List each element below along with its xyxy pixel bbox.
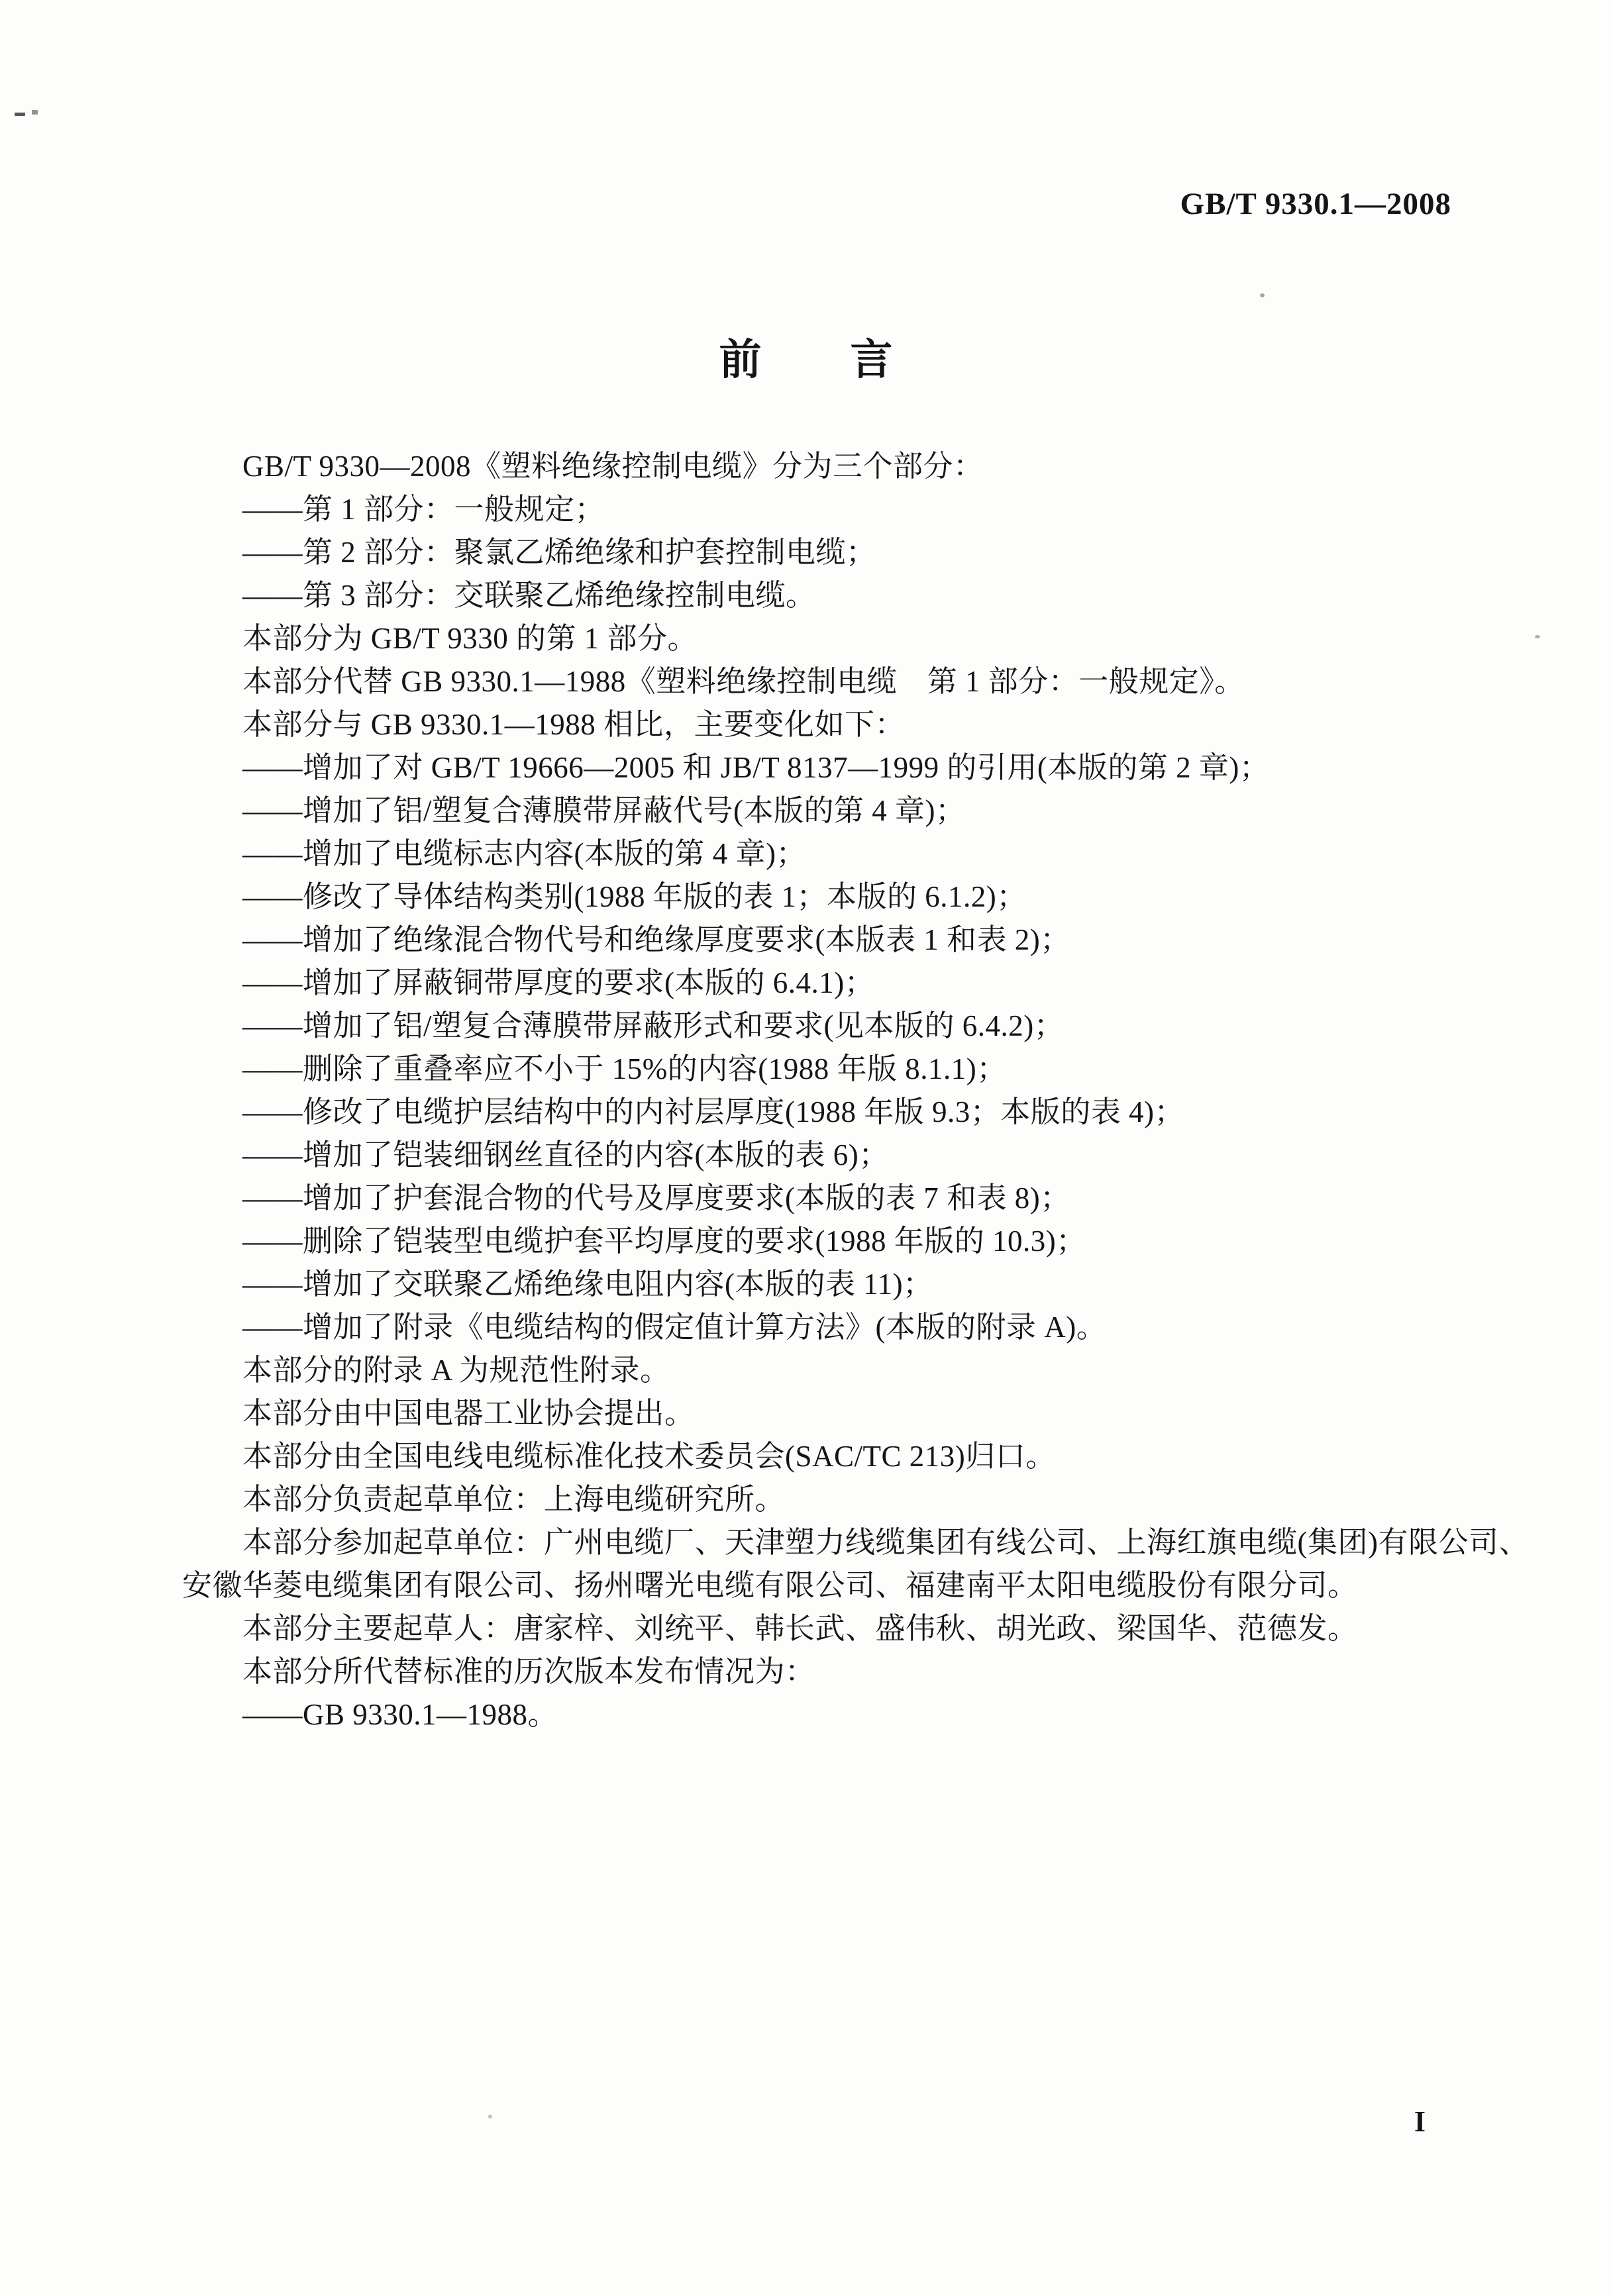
body-line: ——GB 9330.1—1988。: [242, 1698, 558, 1731]
body-text: [182, 445, 1529, 1736]
scan-speck: [1260, 293, 1265, 297]
body-line: ——增加了屏蔽铜带厚度的要求(本版的 6.4.1)；: [242, 966, 875, 999]
body-line: 本部分的附录 A 为规范性附录。: [242, 1354, 670, 1387]
body-line: 本部分为 GB/T 9330 的第 1 部分。: [242, 622, 698, 655]
body-line: 本部分与 GB 9330.1—1988 相比，主要变化如下：: [242, 708, 906, 741]
body-line: 本部分由全国电线电缆标准化技术委员会(SAC/TC 213)归口。: [242, 1440, 1056, 1473]
standard-number: GB/T 9330.1—2008: [1180, 187, 1451, 221]
body-line: ——第 1 部分：一般规定；: [242, 493, 605, 526]
body-line: 本部分主要起草人：唐家梓、刘统平、韩长武、盛伟秋、胡光政、梁国华、范德发。: [242, 1612, 1358, 1645]
body-line: ——删除了铠装型电缆护套平均厚度的要求(1988 年版的 10.3)；: [242, 1224, 1086, 1258]
scan-speck: [32, 110, 38, 115]
body-line: 本部分负责起草单位：上海电缆研究所。: [242, 1483, 786, 1516]
body-line: 本部分所代替标准的历次版本发布情况为：: [242, 1655, 815, 1688]
body-line: ——第 3 部分：交联聚乙烯绝缘控制电缆。: [242, 579, 816, 612]
body-line: ——修改了电缆护层结构中的内衬层厚度(1988 年版 9.3；本版的表 4)；: [242, 1095, 1184, 1128]
body-line: ——增加了铠装细钢丝直径的内容(本版的表 6)；: [242, 1138, 889, 1172]
body-line: 本部分参加起草单位：广州电缆厂、天津塑力线缆集团有线公司、上海红旗电缆(集团)有限公司、: [242, 1526, 1529, 1559]
body-line: ——删除了重叠率应不小于 15%的内容(1988 年版 8.1.1)；: [242, 1052, 1007, 1085]
body-line: ——增加了铝/塑复合薄膜带屏蔽形式和要求(见本版的 6.4.2)；: [242, 1009, 1065, 1042]
body-line: ——增加了护套混合物的代号及厚度要求(本版的表 7 和表 8)；: [242, 1181, 1070, 1215]
body-line: 本部分代替 GB 9330.1—1988《塑料绝缘控制电缆 第 1 部分：一般规定》。: [242, 665, 1245, 698]
page-number: I: [1414, 2105, 1426, 2138]
body-line: ——增加了对 GB/T 19666—2005 和 JB/T 8137—1999 的引用(本版的第 2 章)；: [242, 751, 1270, 784]
body-line: ——增加了附录《电缆结构的假定值计算方法》(本版的附录 A)。: [242, 1311, 1107, 1344]
body-line: ——第 2 部分：聚氯乙烯绝缘和护套控制电缆；: [242, 536, 876, 569]
body-line: GB/T 9330—2008《塑料绝缘控制电缆》分为三个部分：: [242, 450, 984, 483]
body-line: 安徽华菱电缆集团有限公司、扬州曙光电缆有限公司、福建南平太阳电缆股份有限分司。: [182, 1569, 1358, 1602]
body-line: ——增加了绝缘混合物代号和绝缘厚度要求(本版表 1 和表 2)；: [242, 923, 1070, 956]
body-line: ——修改了导体结构类别(1988 年版的表 1；本版的 6.1.2)；: [242, 880, 1027, 913]
page-title: 前 言: [719, 336, 894, 383]
body-line: ——增加了交联聚乙烯绝缘电阻内容(本版的表 11)；: [242, 1268, 933, 1301]
body-line: 本部分由中国电器工业协会提出。: [242, 1397, 695, 1430]
body-line: ——增加了电缆标志内容(本版的第 4 章)；: [242, 837, 806, 870]
scan-speck: [488, 2115, 492, 2119]
scan-speck: [1535, 635, 1540, 638]
body-line: ——增加了铝/塑复合薄膜带屏蔽代号(本版的第 4 章)；: [242, 794, 966, 827]
scan-speck: [15, 113, 25, 116]
